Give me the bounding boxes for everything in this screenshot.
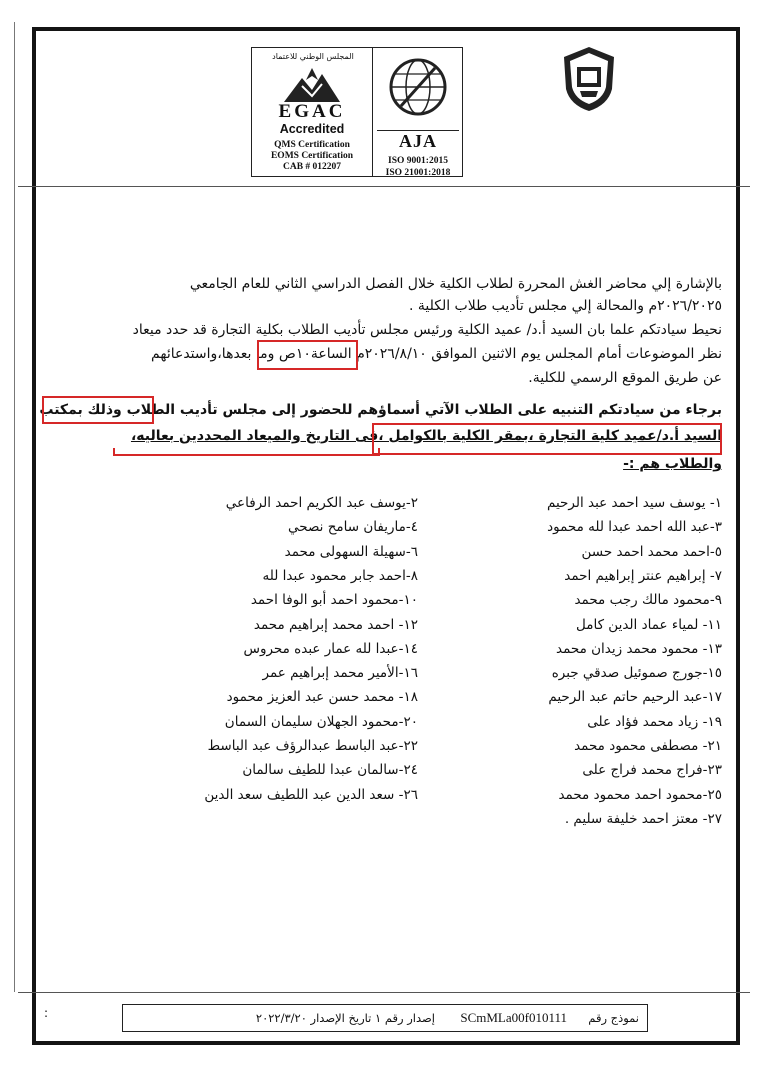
aja-iso-1: ISO 9001:2015 [388,156,448,166]
paragraph-2-line-2: نظر الموضوعات أمام المجلس يوم الاثنين الموافق ٢٠٢٦/٨/١٠م الساعة١٠ص وما بعدها،واستدعائهم [151,346,722,362]
student-name-item: ٢٤-سالمان عبدا للطيف سالمان [242,762,418,779]
footer-issue: إصدار رقم ١ تاريخ الإصدار ٢٠٢٢/٣/٢٠ [255,1011,435,1025]
office-highlight-box [42,396,154,424]
footer-model-label: نموذج رقم [588,1011,639,1025]
certification-logos [251,47,463,177]
page-edge-line [14,22,15,992]
students-heading: والطلاب هم :- [623,456,722,472]
aja-name: AJA [377,130,459,152]
student-name-item: ٦-سهيلة السهولى محمد [284,543,418,560]
paragraph-2-line-3: عن طريق الموقع الرسمي للكلية. [528,370,722,386]
student-name-item: ١٦-الأمير محمد إبراهيم عمر [262,665,418,682]
student-name-item: ١٢- احمد محمد إبراهيم محمد [253,616,418,633]
paragraph-3-line-2: السيد أ.د/عميد كلية التجارة ،بمقر الكلية بالكوامل ،فى التاريخ والميعاد المحددين بعاليه، [130,428,722,444]
egac-line-3: CAB # 012207 [282,162,342,172]
student-name-item: ٨-احمد جابر محمود عبدا لله [262,567,418,584]
student-name-item: ٢١- مصطفى محمود محمد [574,738,722,754]
paragraph-3-line-1: برجاء من سيادتكم التنبيه على الطلاب الآتي أسماؤهم للحضور إلى مجلس تأديب الطلاب وذلك بمكتب [39,402,722,418]
paragraph-1-line-1: بالإشارة إلي محاضر الغش المحررة لطلاب الكلية خلال الفصل الدراسي الثاني للعام الجامعي [189,276,722,292]
student-name-item: ١٥-جورج صموئيل صدقي جبره [551,665,722,682]
egac-name: EGAC [278,101,346,122]
student-name-item: ٩-محمود مالك رجب محمد [574,592,722,609]
student-name-item: ٥-احمد محمد احمد حسن [581,543,722,560]
egac-arabic-text: المجلس الوطني للاعتماد [272,52,354,61]
paragraph-1-line-2: ٢٠٢٦/٢٠٢٥م والمحالة إلي مجلس تأديب طلاب الكلية . [408,298,722,314]
student-name-item: ٢-يوسف عبد الكريم احمد الرفاعي [225,495,418,511]
aja-iso-2: ISO 21001:2018 [385,168,451,178]
egac-logo [252,48,372,176]
paragraph-2-line-1: نحيط سيادتكم علما بان السيد أ.د/ عميد الكلية ورئيس مجلس تأديب الطلاب بكلية التجارة قد حدد ميعاد [132,322,722,338]
student-name-item: ٢٣-فراج محمد فراج على [582,762,722,779]
student-name-item: ١٨- محمد حسن عبد العزيز محمود [226,689,418,706]
egac-line-2: EOMS Certification [270,151,354,161]
page-border [32,27,740,1045]
student-name-item: ٤-ماريفان سامح نصحي [288,519,418,536]
location-underline-box [113,448,380,456]
footer-divider [18,992,750,993]
aja-globe-icon [387,56,449,118]
egac-eagle-icon [280,66,344,104]
student-name-item: ١١- لمياء عماد الدين كامل [576,616,722,633]
header-divider [18,186,750,187]
student-name-item: ٢٦- سعد الدين عبد اللطيف سعد الدين [204,786,418,803]
student-name-item: ٣-عبد الله احمد عبدا لله محمود [547,519,722,536]
dean-highlight-box [372,423,722,455]
faculty-logo-icon [560,45,618,113]
student-name-item: ٢٠-محمود الجهلان سليمان السمان [224,713,418,730]
footer-colon: : [44,1006,49,1020]
footer-code: SCmMLa00f010111 [460,1010,567,1025]
student-name-item: ١- يوسف سيد احمد عبد الرحيم [546,495,722,511]
aja-logo [373,48,463,176]
egac-line-1: QMS Certification [274,140,350,150]
date-highlight-box [257,340,358,370]
student-name-item: ١٩- زياد محمد فؤاد على [587,713,722,730]
student-name-item: ٢٧- معتز احمد خليفة سليم . [564,810,722,827]
student-name-item: ١٧-عبد الرحيم حاتم عبد الرحيم [548,689,722,706]
egac-accredited: Accredited [279,122,345,136]
student-name-item: ٢٥-محمود احمد محمود محمد [558,786,722,803]
form-footer [122,1004,648,1032]
student-name-item: ١٠-محمود احمد أبو الوفا احمد [250,592,418,609]
student-name-item: ٧- إبراهيم عنتر إبراهيم احمد [564,567,722,584]
student-name-item: ٢٢-عبد الباسط عبدالرؤف عبد الباسط [207,738,418,754]
student-name-item: ١٣- محمود محمد زيدان محمد [556,640,722,657]
student-name-item: ١٤-عبدا لله عمار عبده محروس [243,640,418,657]
